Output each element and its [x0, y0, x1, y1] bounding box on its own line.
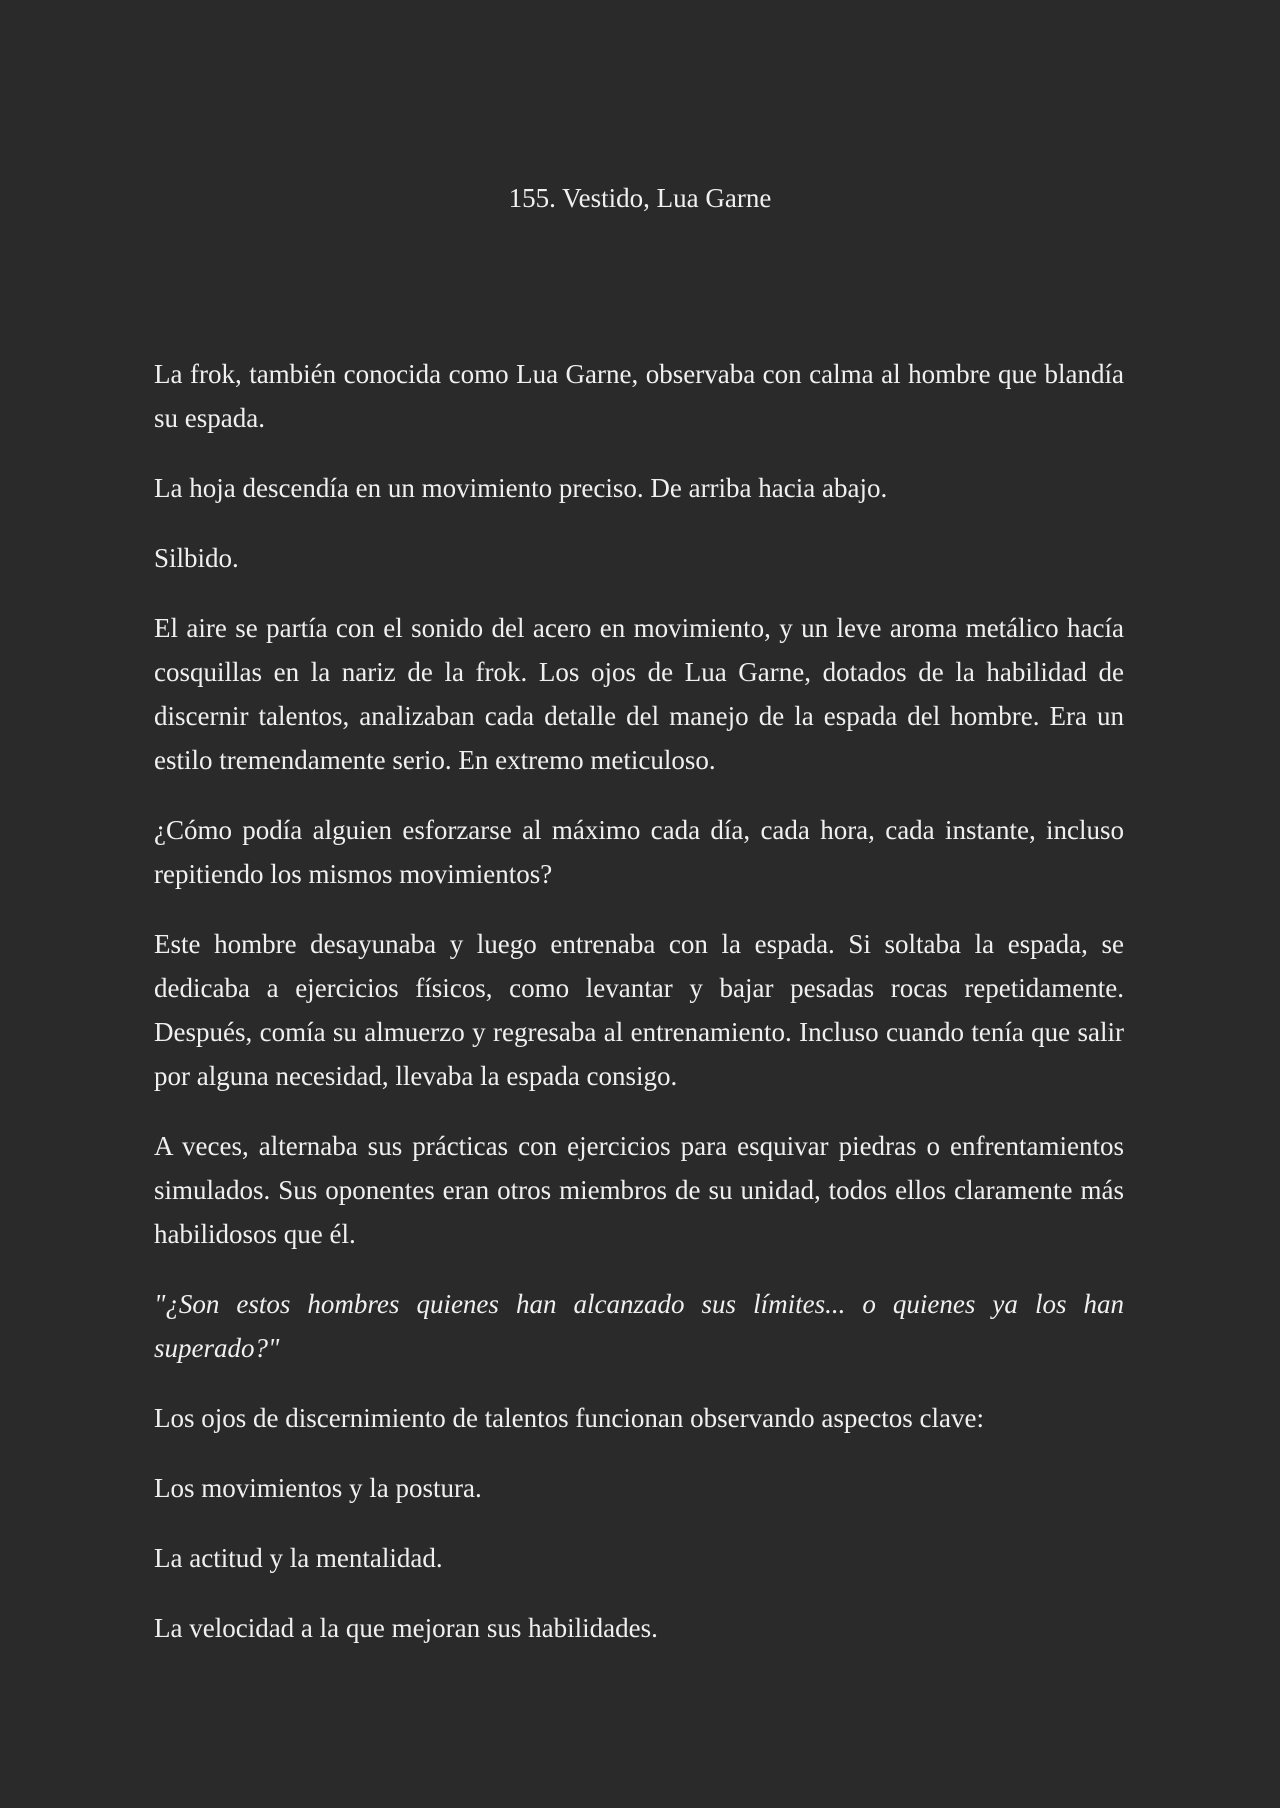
paragraph: Los movimientos y la postura.	[154, 1473, 482, 1503]
paragraph: La actitud y la mentalidad.	[154, 1543, 443, 1573]
paragraph: La velocidad a la que mejoran sus habilidades.	[154, 1613, 658, 1643]
paragraph: La hoja descendía en un movimiento preciso. De arriba hacia abajo.	[154, 473, 888, 503]
paragraph: La frok, también conocida como Lua Garne, observaba con calma al hombre que blandía su espada.	[154, 359, 1124, 433]
paragraph: A veces, alternaba sus prácticas con ejercicios para esquivar piedras o enfrentamientos simulados. Sus oponentes eran otros miembros de su unidad, todos ellos claramente más habilidosos que él.	[154, 1131, 1124, 1249]
paragraph: Silbido.	[154, 543, 239, 573]
paragraph: ¿Cómo podía alguien esforzarse al máximo cada día, cada hora, cada instante, incluso repitiendo los mismos movimientos?	[154, 815, 1124, 889]
paragraph: Este hombre desayunaba y luego entrenaba con la espada. Si soltaba la espada, se dedicaba a ejercicios físicos, como levantar y bajar pesadas rocas repetidamente. Después, comía su almuerzo y regresaba al entrenamiento. Incluso cuando tenía que salir por alguna necesidad, llevaba la espada consigo.	[154, 929, 1124, 1091]
paragraph: Los ojos de discernimiento de talentos funcionan observando aspectos clave:	[154, 1403, 985, 1433]
chapter-body	[154, 352, 1124, 1676]
italic-thought-paragraph: "¿Son estos hombres quienes han alcanzado sus límites... o quienes ya los han superado?"	[154, 1289, 1124, 1363]
chapter-title: 155. Vestido, Lua Garne	[508, 183, 772, 213]
paragraph: El aire se partía con el sonido del acero en movimiento, y un leve aroma metálico hacía cosquillas en la nariz de la frok. Los ojos de Lua Garne, dotados de la habilidad de discernir talentos, analizaban cada detalle del manejo de la espada del hombre. Era un estilo tremendamente serio. En extremo meticuloso.	[154, 613, 1124, 775]
